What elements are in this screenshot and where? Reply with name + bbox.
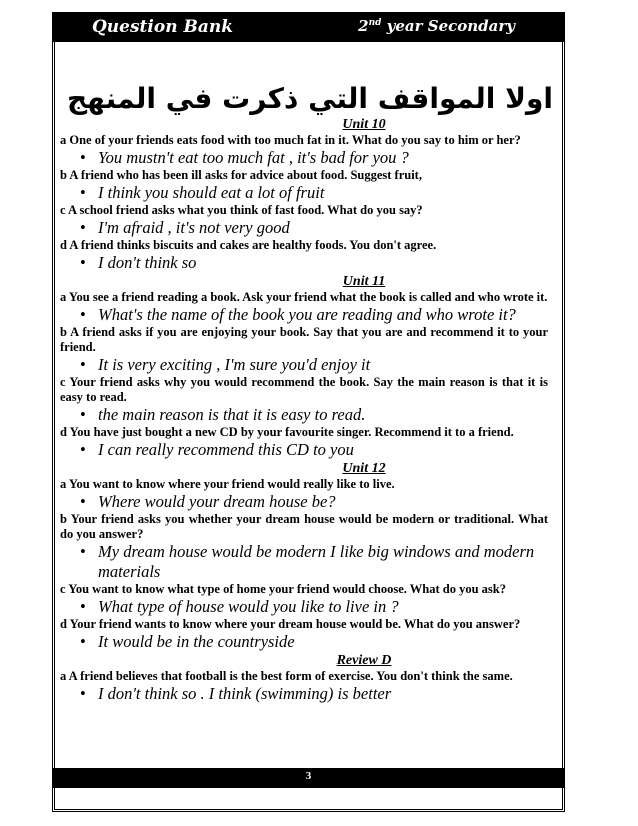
answer: • My dream house would be modern I like big windows and modern materials bbox=[80, 542, 535, 581]
answer: • You mustn't eat too much fat , it's bad for you ? bbox=[80, 148, 409, 167]
question: b Your friend asks you whether your dream house would be modern or traditional. What do you answer? bbox=[60, 512, 548, 541]
question-content bbox=[60, 116, 548, 704]
header-bar bbox=[52, 12, 565, 42]
unit-12-title: Unit 12 bbox=[342, 461, 386, 476]
unit-11-title: Unit 11 bbox=[342, 274, 386, 289]
question: a A friend believes that football is the best form of exercise. You don't think the same. bbox=[60, 669, 513, 683]
question: c Your friend asks why you would recommend the book. Say the main reason is that it is easy to read. bbox=[60, 375, 548, 404]
header-right-title: 2nd year Secondary bbox=[358, 17, 515, 35]
footer-bar bbox=[52, 768, 565, 788]
review-d-title: Review D bbox=[336, 653, 392, 668]
answer: • I can really recommend this CD to you bbox=[80, 440, 354, 459]
question: d You have just bought a new CD by your favourite singer. Recommend it to a friend. bbox=[60, 425, 514, 439]
arabic-heading: اولا المواقف التي ذكرت في المنهج bbox=[66, 82, 554, 115]
answer: • What type of house would you like to live in ? bbox=[80, 597, 399, 616]
answer: • the main reason is that it is easy to read. bbox=[80, 405, 366, 424]
question: a One of your friends eats food with too much fat in it. What do you say to him or her? bbox=[60, 133, 521, 147]
answer: • I don't think so . I think (swimming) is better bbox=[80, 684, 392, 703]
question: d A friend thinks biscuits and cakes are healthy foods. You don't agree. bbox=[60, 238, 437, 252]
question: c You want to know what type of home your friend would choose. What do you ask? bbox=[60, 582, 507, 596]
answer: • It is very exciting , I'm sure you'd enjoy it bbox=[80, 355, 371, 374]
answer: • I'm afraid , it's not very good bbox=[80, 218, 290, 237]
question: a You see a friend reading a book. Ask your friend what the book is called and who wrote it. bbox=[60, 290, 548, 304]
question: d Your friend wants to know where your dream house would be. What do you answer? bbox=[60, 617, 521, 631]
question: b A friend asks if you are enjoying your book. Say that you are and recommend it to your friend. bbox=[60, 325, 548, 354]
unit-10-title: Unit 10 bbox=[342, 117, 386, 132]
question: a You want to know where your friend would really like to live. bbox=[60, 477, 395, 491]
answer: • What's the name of the book you are reading and who wrote it? bbox=[80, 305, 516, 324]
answer: • It would be in the countryside bbox=[80, 632, 295, 651]
header-left-title: Question Bank bbox=[92, 17, 234, 37]
question: c A school friend asks what you think of fast food. What do you say? bbox=[60, 203, 423, 217]
answer: • I think you should eat a lot of fruit bbox=[80, 183, 325, 202]
page-number: 3 bbox=[305, 770, 312, 782]
answer: • Where would your dream house be? bbox=[80, 492, 336, 511]
question: b A friend who has been ill asks for advice about food. Suggest fruit, bbox=[60, 168, 422, 182]
answer: • I don't think so bbox=[80, 253, 197, 272]
